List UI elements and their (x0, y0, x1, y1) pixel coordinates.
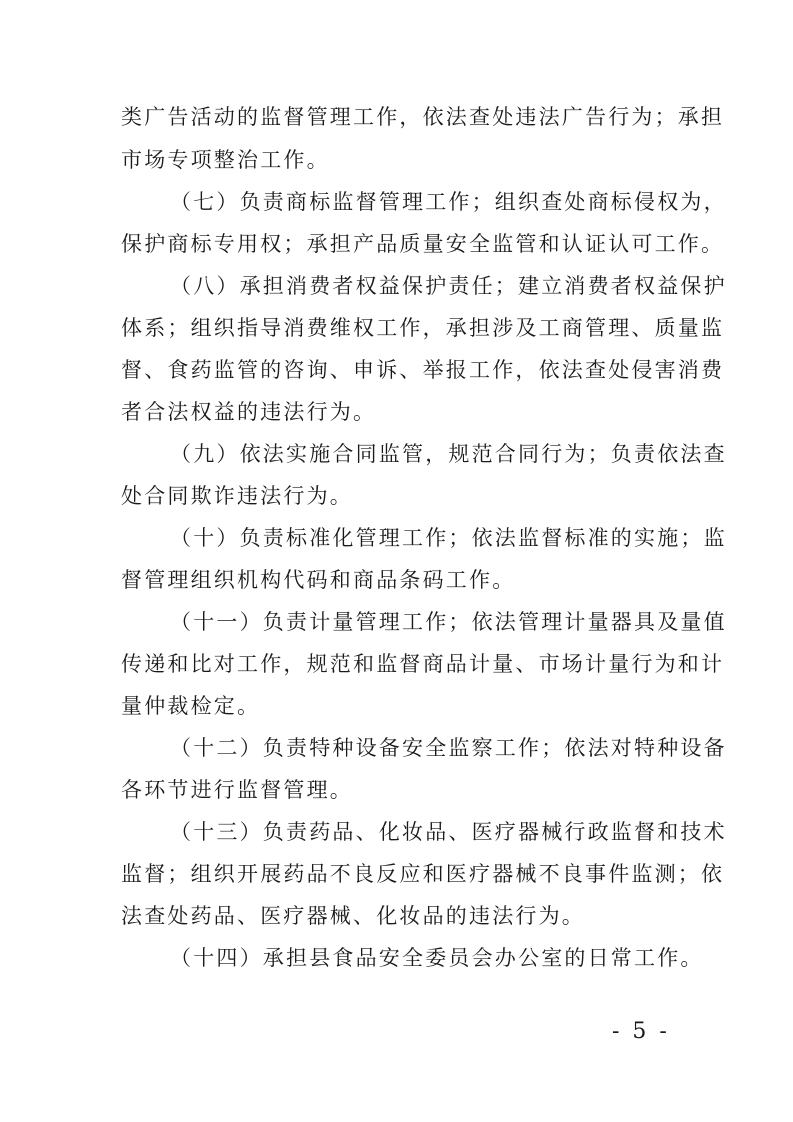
text-line: 类广告活动的监督管理工作，依法查处违法广告行为；承担 (121, 105, 725, 129)
text-line: 各环节进行监督管理。 (121, 778, 353, 802)
paragraph-14-line: （十四）承担县食品安全委员会办公室的日常工作。 (170, 946, 704, 970)
text-line: 督管理组织机构代码和商品条码工作。 (121, 568, 516, 592)
text-line: 法查处药品、医疗器械、化妆品的违法行为。 (121, 904, 585, 928)
paragraph-10-line: （十）负责标准化管理工作；依法监督标准的实施；监 (170, 526, 727, 550)
text-line: 处合同欺诈违法行为。 (121, 484, 353, 508)
text-line: 体系；组织指导消费维权工作，承担涉及工商管理、质量监 (121, 316, 725, 340)
paragraph-13-line: （十三）负责药品、化妆品、医疗器械行政监督和技术 (170, 820, 727, 844)
text-line: 保护商标专用权；承担产品质量安全监管和认证认可工作。 (121, 232, 725, 256)
text-line: 传递和比对工作，规范和监督商品计量、市场计量行为和计 (121, 652, 725, 676)
paragraph-7-line: （七）负责商标监督管理工作；组织查处商标侵权为， (170, 190, 727, 214)
page-number: - 5 - (612, 1019, 670, 1044)
text-line: 量仲裁检定。 (121, 694, 261, 718)
text-line: 者合法权益的违法行为。 (121, 400, 377, 424)
paragraph-12-line: （十二）负责特种设备安全监察工作；依法对特种设备 (170, 736, 727, 760)
text-line: 市场专项整治工作。 (121, 148, 330, 172)
text-line: 监督；组织开展药品不良反应和医疗器械不良事件监测；依 (121, 862, 725, 886)
paragraph-8-line: （八）承担消费者权益保护责任；建立消费者权益保护 (170, 274, 727, 298)
paragraph-9-line: （九）依法实施合同监管，规范合同行为；负责依法查 (170, 442, 727, 466)
paragraph-11-line: （十一）负责计量管理工作；依法管理计量器具及量值 (170, 610, 727, 634)
text-line: 督、食药监管的咨询、申诉、举报工作，依法查处侵害消费 (121, 358, 725, 382)
